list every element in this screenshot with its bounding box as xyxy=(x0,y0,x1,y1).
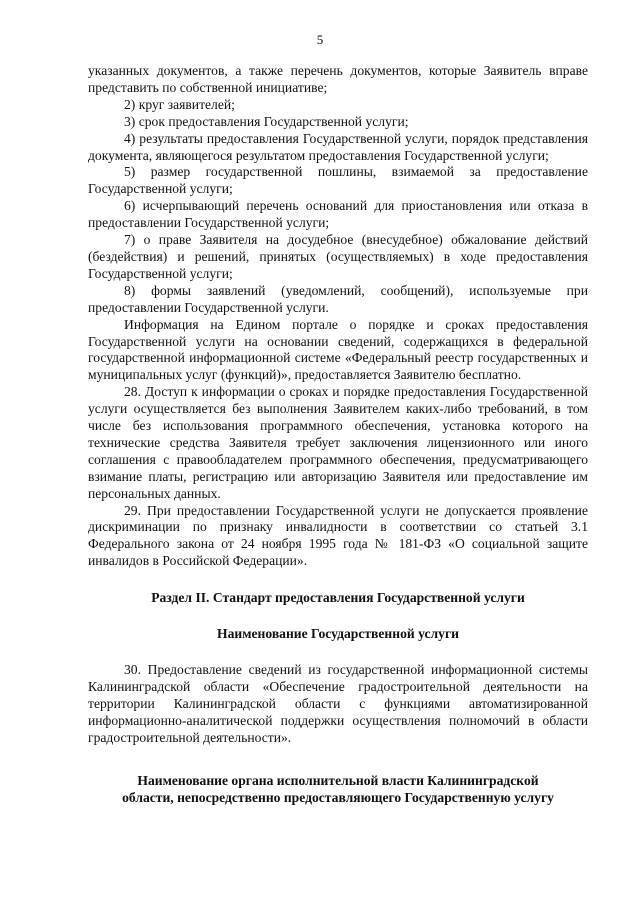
subheading-executive-body-line-1: Наименование органа исполнительной власти Калининградской xyxy=(137,772,539,788)
list-item-term: 3) срок предоставления Государственной услуги; xyxy=(124,113,409,129)
page-number: 5 xyxy=(316,32,324,47)
list-item-appeal-right: 7) о праве Заявителя на досудебное (внесудебное) обжалование действий (бездействия) и решений, принятых (осуществляемых) в ходе предоставления Государственной услуги; xyxy=(88,232,588,281)
list-item-state-fee: 5) размер государственной пошлины, взимаемой за предоставление Государственной услуги; xyxy=(88,164,588,197)
paragraph-29: 29. При предоставлении Государственной услуги не допускается проявление дискриминации по признаку инвалидности в соответствии со статьей 3.1 Федерального закона от 24 ноября 1995 года № 181-ФЗ «О социальной защите инвалидов в Российской Федерации». xyxy=(88,502,588,569)
paragraph-28: 28. Доступ к информации о сроках и порядке предоставления Государственной услуги осуществляется без выполнения Заявителем каких-либо требований, в том числе без использования программного обеспечения, установка которого на технические средства Заявителя требует заключения лицензионного или иного соглашения с правообладателем программного обеспечения, предусматривающего взимание платы, регистрацию или авторизацию Заявителя или предоставление им персональных данных. xyxy=(88,384,588,501)
list-item-application-forms: 8) формы заявлений (уведомлений, сообщений), используемые при предоставлении Государственной услуги. xyxy=(88,282,588,315)
section-heading: Раздел II. Стандарт предоставления Государственной услуги xyxy=(151,590,525,606)
paragraph-continuation: указанных документов, а также перечень документов, которые Заявитель вправе представить по собственной инициативе; xyxy=(88,63,588,95)
list-item-refusal-grounds: 6) исчерпывающий перечень оснований для приостановления или отказа в предоставлении Государственной услуги; xyxy=(88,198,588,231)
subheading-service-name: Наименование Государственной услуги xyxy=(217,626,459,642)
document-body xyxy=(88,63,588,806)
list-item-results: 4) результаты предоставления Государственной услуги, порядок представления документа, являющегося результатом предоставления Государственной услуги; xyxy=(88,130,588,163)
paragraph-30: 30. Предоставление сведений из государственной информационной системы Калининградской области «Обеспечение градостроительной деятельности на территории Калининградской области с функциями автоматизированной информационно-аналитической поддержки осуществления полномочий в области градостроительной деятельности». xyxy=(88,662,588,745)
subheading-executive-body-line-2: области, непосредственно предоставляющего Государственную услугу xyxy=(122,789,554,805)
subheading-executive-body xyxy=(88,772,588,806)
paragraph-portal-info: Информация на Едином портале о порядке и сроках предоставления Государственной услуги на основании сведений, содержащихся в федеральной государственной информационной системе «Федеральный реестр государственных и муниципальных услуг (функций)», предоставляется Заявителю бесплатно. xyxy=(88,316,588,383)
list-item-applicants: 2) круг заявителей; xyxy=(124,96,235,112)
